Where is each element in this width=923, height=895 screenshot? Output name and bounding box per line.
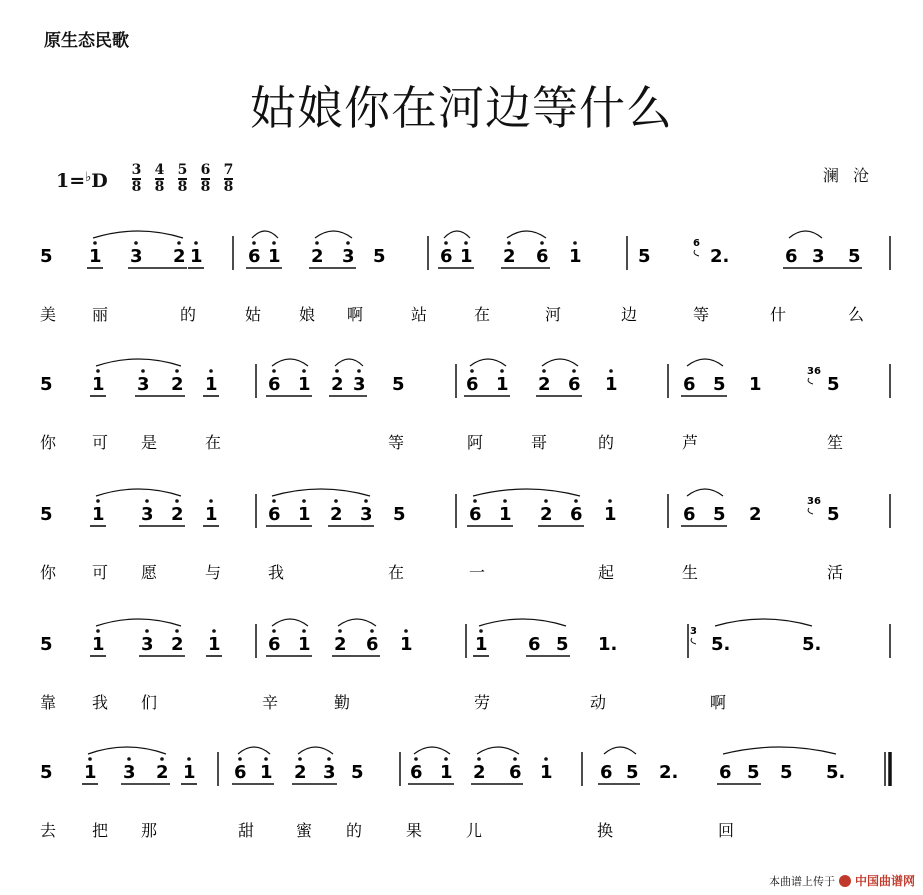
- octave-dot: [298, 757, 302, 761]
- note-numeral: 1: [298, 504, 311, 525]
- note-numeral: 5: [40, 504, 53, 525]
- note-numeral: 5: [780, 762, 793, 783]
- lyric-char: 在: [388, 563, 405, 582]
- note-numeral: 3: [360, 504, 373, 525]
- octave-dot: [573, 241, 577, 245]
- grace-hook: [808, 378, 813, 384]
- octave-dot: [500, 369, 504, 373]
- slur-arc: [479, 619, 566, 626]
- slur-arc: [96, 359, 181, 366]
- octave-dot: [238, 757, 242, 761]
- note-numeral: 2: [749, 504, 762, 525]
- octave-dot: [272, 369, 276, 373]
- lyric-char: 儿: [466, 821, 483, 840]
- lyric-char: 换: [597, 821, 614, 840]
- lyric-char: 们: [141, 693, 158, 712]
- note-numeral: 5.: [826, 762, 846, 783]
- octave-dot: [302, 369, 306, 373]
- note-numeral: 6: [248, 246, 261, 267]
- octave-dot: [444, 241, 448, 245]
- note-numeral: 5.: [711, 634, 731, 655]
- slur-arc: [414, 747, 450, 754]
- slur-arc: [687, 359, 723, 366]
- octave-dot: [177, 241, 181, 245]
- lyric-char: 等: [693, 305, 710, 324]
- octave-dot: [572, 369, 576, 373]
- octave-dot: [470, 369, 474, 373]
- note-numeral: 6: [536, 246, 549, 267]
- key-letter: D: [91, 170, 108, 192]
- note-numeral: 5: [827, 504, 840, 525]
- lyric-char: 边: [621, 305, 638, 324]
- lyric-char: 姑: [245, 305, 262, 324]
- note-numeral: 1: [260, 762, 273, 783]
- lyric-char: 的: [346, 821, 363, 840]
- note-numeral: 5: [713, 504, 726, 525]
- lyric-char: 是: [141, 433, 158, 452]
- octave-dot: [414, 757, 418, 761]
- note-numeral: 6: [469, 504, 482, 525]
- lyric-char: 啊: [710, 693, 727, 712]
- lyric-char: 去: [40, 821, 57, 840]
- lyric-char: 把: [92, 821, 109, 840]
- octave-dot: [272, 241, 276, 245]
- note-numeral: 5: [40, 634, 53, 655]
- note-numeral: 1: [749, 374, 762, 395]
- lyric-char: 劳: [474, 693, 491, 712]
- lyric-char: 什: [770, 305, 787, 324]
- time-signature: 7 8: [223, 162, 234, 195]
- octave-dot: [335, 369, 339, 373]
- lyric-char: 我: [92, 693, 109, 712]
- note-numeral: 1: [496, 374, 509, 395]
- slur-arc: [96, 619, 181, 626]
- octave-dot: [609, 369, 613, 373]
- lyric-char: 啊: [347, 305, 364, 324]
- lyric-char: 辛: [262, 693, 279, 712]
- octave-dot: [542, 369, 546, 373]
- octave-dot: [209, 369, 213, 373]
- lyric-char: 甜: [238, 821, 255, 840]
- lyric-char: 果: [406, 821, 423, 840]
- slur-arc: [252, 231, 278, 238]
- lyric-char: 的: [598, 433, 615, 452]
- lyric-char: 等: [388, 433, 405, 452]
- note-numeral: 1: [205, 374, 218, 395]
- octave-dot: [96, 629, 100, 633]
- slur-arc: [238, 747, 270, 754]
- note-numeral: 3: [342, 246, 355, 267]
- slur-arc: [315, 231, 352, 238]
- note-numeral: 6: [410, 762, 423, 783]
- octave-dot: [175, 369, 179, 373]
- note-numeral: 2: [171, 504, 184, 525]
- octave-dot: [272, 629, 276, 633]
- lyric-char: 笙: [827, 433, 844, 452]
- lyric-char: 哥: [531, 433, 548, 452]
- octave-dot: [540, 241, 544, 245]
- octave-dot: [544, 499, 548, 503]
- note-numeral: 5: [848, 246, 861, 267]
- lyric-char: 在: [474, 305, 491, 324]
- octave-dot: [346, 241, 350, 245]
- lyric-char: 起: [598, 563, 615, 582]
- note-numeral: 2: [538, 374, 551, 395]
- note-numeral: 6: [234, 762, 247, 783]
- note-numeral: 1: [84, 762, 97, 783]
- note-numeral: 1: [208, 634, 221, 655]
- note-numeral: 2: [330, 504, 343, 525]
- time-signature: 3 8: [131, 162, 142, 195]
- grace-note: 6: [693, 238, 700, 249]
- lyric-char: 站: [411, 305, 428, 324]
- octave-dot: [507, 241, 511, 245]
- note-numeral: 5: [713, 374, 726, 395]
- note-numeral: 5: [393, 504, 406, 525]
- note-numeral: 1: [400, 634, 413, 655]
- note-numeral: 3: [141, 504, 154, 525]
- flat-sign: ♭: [85, 170, 92, 185]
- octave-dot: [334, 499, 338, 503]
- grace-note: 3: [690, 626, 697, 637]
- note-numeral: 5: [40, 762, 53, 783]
- note-numeral: 6: [719, 762, 732, 783]
- note-numeral: 5: [827, 374, 840, 395]
- slur-arc: [96, 489, 181, 496]
- octave-dot: [503, 499, 507, 503]
- note-numeral: 5: [40, 246, 53, 267]
- slur-arc: [272, 619, 308, 626]
- note-numeral: 1: [298, 374, 311, 395]
- site-logo-text: 中国曲谱网: [854, 874, 915, 888]
- key-prefix: 1=: [56, 170, 86, 192]
- note-numeral: 1: [605, 374, 618, 395]
- octave-dot: [357, 369, 361, 373]
- category-label: 原生态民歌: [44, 31, 129, 51]
- site-logo-icon: [839, 875, 851, 887]
- grace-hook: [691, 638, 696, 644]
- octave-dot: [370, 629, 374, 633]
- octave-dot: [252, 241, 256, 245]
- note-numeral: 3: [323, 762, 336, 783]
- note-numeral: 3: [123, 762, 136, 783]
- octave-dot: [145, 629, 149, 633]
- note-numeral: 2: [173, 246, 186, 267]
- slur-arc: [687, 489, 723, 496]
- octave-dot: [315, 241, 319, 245]
- note-numeral: 1: [569, 246, 582, 267]
- note-numeral: 2: [503, 246, 516, 267]
- octave-dot: [444, 757, 448, 761]
- octave-dot: [127, 757, 131, 761]
- lyric-char: 的: [180, 305, 197, 324]
- song-title: 姑娘你在河边等什么: [250, 81, 673, 135]
- octave-dot: [88, 757, 92, 761]
- lyric-char: 娘: [299, 305, 316, 324]
- slur-arc: [93, 231, 183, 238]
- note-numeral: 3: [353, 374, 366, 395]
- note-numeral: 1: [540, 762, 553, 783]
- time-signature: 4 8: [154, 162, 165, 195]
- note-numeral: 6: [570, 504, 583, 525]
- note-numeral: 6: [568, 374, 581, 395]
- note-numeral: 5: [40, 374, 53, 395]
- octave-dot: [364, 499, 368, 503]
- grace-hook: [694, 250, 699, 256]
- slur-arc: [444, 231, 470, 238]
- octave-dot: [187, 757, 191, 761]
- note-numeral: 5: [351, 762, 364, 783]
- note-numeral: 3: [137, 374, 150, 395]
- note-numeral: 6: [528, 634, 541, 655]
- note-numeral: 2: [294, 762, 307, 783]
- octave-dot: [477, 757, 481, 761]
- note-numeral: 6: [683, 504, 696, 525]
- note-numeral: 6: [366, 634, 379, 655]
- note-numeral: 6: [268, 374, 281, 395]
- note-numeral: 2: [334, 634, 347, 655]
- note-numeral: 1.: [598, 634, 618, 655]
- grace-hook: [808, 508, 813, 514]
- slur-arc: [272, 489, 370, 496]
- octave-dot: [327, 757, 331, 761]
- lyric-char: 你: [40, 433, 57, 452]
- credit-text: 本曲谱上传于: [768, 874, 835, 888]
- lyric-char: 愿: [141, 563, 158, 582]
- note-numeral: 1: [475, 634, 488, 655]
- note-numeral: 5: [747, 762, 760, 783]
- slur-arc: [715, 619, 812, 626]
- lyric-char: 一: [469, 563, 486, 582]
- note-numeral: 6: [785, 246, 798, 267]
- slur-arc: [507, 231, 546, 238]
- slur-arc: [335, 359, 363, 366]
- note-numeral: 6: [600, 762, 613, 783]
- lyric-char: 阿: [467, 433, 484, 452]
- note-numeral: 1: [604, 504, 617, 525]
- lyric-char: 丽: [92, 305, 109, 324]
- lyric-char: 美: [40, 305, 57, 324]
- upload-credit: [769, 872, 915, 889]
- octave-dot: [574, 499, 578, 503]
- octave-dot: [194, 241, 198, 245]
- time-signature: 5 8: [177, 162, 188, 195]
- octave-dot: [338, 629, 342, 633]
- slur-arc: [723, 747, 836, 754]
- lyric-char: 动: [590, 693, 607, 712]
- note-numeral: 2: [473, 762, 486, 783]
- note-numeral: 1: [440, 762, 453, 783]
- octave-dot: [93, 241, 97, 245]
- note-numeral: 6: [683, 374, 696, 395]
- octave-dot: [212, 629, 216, 633]
- note-numeral: 3: [141, 634, 154, 655]
- note-numeral: 1: [268, 246, 281, 267]
- lyric-char: 芦: [682, 433, 699, 452]
- octave-dot: [175, 499, 179, 503]
- note-numeral: 5.: [802, 634, 822, 655]
- lyric-char: 我: [268, 563, 285, 582]
- note-numeral: 3: [812, 246, 825, 267]
- octave-dot: [96, 499, 100, 503]
- time-signature: 6 8: [200, 162, 211, 195]
- octave-dot: [160, 757, 164, 761]
- lyric-char: 河: [545, 305, 562, 324]
- lyric-char: 蜜: [296, 821, 313, 840]
- note-numeral: 5: [556, 634, 569, 655]
- lyric-char: 生: [682, 563, 699, 582]
- octave-dot: [302, 629, 306, 633]
- note-numeral: 2: [331, 374, 344, 395]
- note-numeral: 2.: [710, 246, 730, 267]
- octave-dot: [513, 757, 517, 761]
- note-numeral: 1: [298, 634, 311, 655]
- slur-arc: [272, 359, 308, 366]
- slur-arc: [789, 231, 822, 238]
- octave-dot: [175, 629, 179, 633]
- note-numeral: 2: [171, 634, 184, 655]
- slur-arc: [338, 619, 376, 626]
- octave-dot: [464, 241, 468, 245]
- note-numeral: 2: [540, 504, 553, 525]
- lyric-char: 你: [40, 563, 57, 582]
- lyric-char: 可: [92, 433, 109, 452]
- octave-dot: [302, 499, 306, 503]
- author-credit: 澜沧: [822, 166, 883, 185]
- note-numeral: 2.: [659, 762, 679, 783]
- note-numeral: 6: [466, 374, 479, 395]
- octave-dot: [544, 757, 548, 761]
- grace-note: 36: [807, 496, 821, 507]
- lyric-char: 活: [827, 563, 844, 582]
- note-numeral: 6: [509, 762, 522, 783]
- octave-dot: [145, 499, 149, 503]
- note-numeral: 2: [311, 246, 324, 267]
- slur-arc: [473, 489, 580, 496]
- note-numeral: 1: [190, 246, 203, 267]
- slur-arc: [542, 359, 578, 366]
- note-numeral: 2: [171, 374, 184, 395]
- lyric-char: 那: [141, 821, 158, 840]
- note-numeral: 1: [499, 504, 512, 525]
- lyric-char: 勤: [334, 693, 351, 712]
- note-numeral: 2: [156, 762, 169, 783]
- slur-arc: [477, 747, 519, 754]
- note-numeral: 6: [268, 504, 281, 525]
- octave-dot: [134, 241, 138, 245]
- note-numeral: 1: [92, 374, 105, 395]
- octave-dot: [608, 499, 612, 503]
- lyric-char: 靠: [40, 693, 57, 712]
- octave-dot: [473, 499, 477, 503]
- note-numeral: 6: [440, 246, 453, 267]
- note-numeral: 1: [92, 634, 105, 655]
- slur-arc: [470, 359, 506, 366]
- octave-dot: [272, 499, 276, 503]
- note-numeral: 1: [460, 246, 473, 267]
- note-numeral: 5: [626, 762, 639, 783]
- slur-arc: [298, 747, 333, 754]
- lyric-char: 与: [205, 563, 222, 582]
- note-numeral: 6: [268, 634, 281, 655]
- note-numeral: 5: [392, 374, 405, 395]
- octave-dot: [141, 369, 145, 373]
- note-numeral: 1: [89, 246, 102, 267]
- note-numeral: 5: [638, 246, 651, 267]
- octave-dot: [209, 499, 213, 503]
- lyric-char: 在: [205, 433, 222, 452]
- grace-note: 36: [807, 366, 821, 377]
- lyric-char: 么: [848, 305, 865, 324]
- note-numeral: 1: [183, 762, 196, 783]
- octave-dot: [479, 629, 483, 633]
- note-numeral: 5: [373, 246, 386, 267]
- slur-arc: [88, 747, 166, 754]
- lyric-char: 回: [718, 821, 735, 840]
- note-numeral: 1: [92, 504, 105, 525]
- octave-dot: [404, 629, 408, 633]
- slur-arc: [604, 747, 636, 754]
- note-numeral: 3: [130, 246, 143, 267]
- octave-dot: [96, 369, 100, 373]
- lyric-char: 可: [92, 563, 109, 582]
- note-numeral: 1: [205, 504, 218, 525]
- octave-dot: [264, 757, 268, 761]
